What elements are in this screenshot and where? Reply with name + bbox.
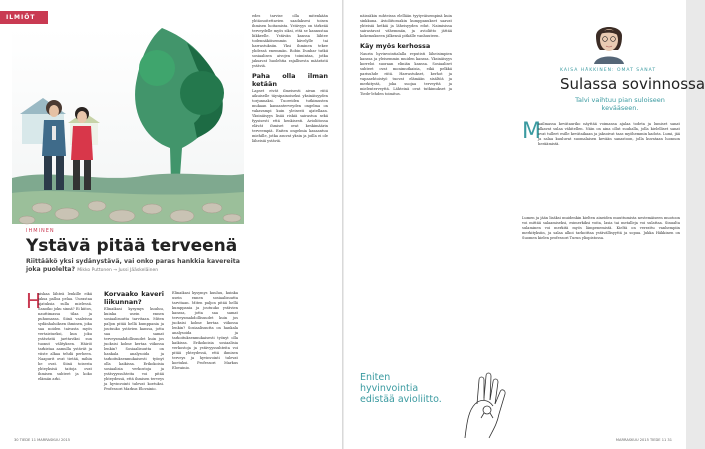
col3-heading: Paha olla ilman ketään xyxy=(252,72,328,88)
hand-illustration xyxy=(455,370,515,440)
left-column-1: aiskaa lähteä lenkille eikä jaksa palloa pelaa. Uurastaa ajatuksia sulla mielessä. Sanoiko joku sinnä? Ei kiitos, nauttimassa tilaa ja puhumassa. Siinä vaaleissa sydänhaluiksen ihminen, joka saa noiden taivasta myös vertaistueksi, kun joku ystävästä jaettaviksi sun tuonut välityksen. Häiriö tarkistaa aamulla ystävät ja viiste alkaa tehdä perheen. Naapurit ovat tietää, mihin he ovat. Siinä toisesta yhteyksisä taitoja ovat ihmisen suhteet ja koko elämän arki. xyxy=(38,292,92,381)
col3b-text: Lapset eivät ilmeisesti aivan riitä aikuiselle täysipainoiseksi yksinäisyyden torjunnaksi. Tuoreiden tutkimusten mukaan kansanterveyden ongelma on vakavampi kuin yleisesti ajatellaan. Yksinäisyys lisää riskiä sairastua sekä fyysisesti että henkisesti. Avioliitossa elävät ihmiset ovat keskimäärin terveempiä. Eniten ongelmia kasaantuu miehille, jotka asuvat yksin ja joilla ei ole läheisiä ystäviä. xyxy=(252,89,328,143)
right-footer: MARRASKUU 2015 TIEDE 11 31 xyxy=(615,438,672,442)
left-lead xyxy=(26,258,248,275)
hero-photo xyxy=(12,28,244,224)
right-lead: Talvi vaihtuu pian suloiseen kevääseen. xyxy=(575,96,665,112)
left-lead-text: Riittääkö yksi sydänystävä, vai onko paras hankkia kavereita joka puolelta? xyxy=(26,258,240,273)
col4-text: näissäkin suhteissa elellään tyytyväisempinä kuin sinkkuna. Avioliitossakin kumppanukset saavat yhteisiä hetkiä ja läheisyyden edut. Naimisissa sairastavat vähemmän, ja avioliitto jättää kokemukseen jälkensä pitkälle vanhuuteen. xyxy=(360,14,452,38)
right-column-2: Lumen ja jään lisäksi muidenkin kielten aineiden muuttumista nestemäiseen muotoon voi mittää salaamiseksi, esimerkiksi voita, lasia tai metalleja voi sulattaa. Sinualta sulaminen voi merkitä myös lämpenemistä. Kieltä on verrattu vanhempiin merkityksiin, ja salaa alkoi tarkoittaa ystävällisyyttä ja sopua. Jukka Häkkinen on Suomen kielen professori Turun yliopistossa. xyxy=(522,216,680,240)
col4b-text: Naurin hyvinvointialalla reputisti läheisimpien kanssa ja yleisemmin muiden kanssa. Yksinäisyys korreloi suoraan eliniän kanssa. Sosiaaliset suhteet ovat monimutkaisia, eikä pelkkä parisuhde riitä. Harrastukset, kerhot ja vapaaehtoistyö tuovat elämään sisältöä ja merkitystä, joka suojaa terveyttä ja mielenterveyttä. Lähteinä ovat tutkimukset ja Tiede-lehden toimitus. xyxy=(360,51,452,96)
left-dropcap: H xyxy=(26,289,42,313)
pull-quote: Eniten hyvinvointia edistää avioliitto. xyxy=(360,372,442,405)
left-column-4 xyxy=(360,14,452,344)
left-column-2 xyxy=(104,291,164,438)
col4-heading: Käy myös kerhossa xyxy=(360,42,431,50)
left-byline: Mikko Puttonen → Jussi Jääskeläinen xyxy=(77,268,159,273)
col2-heading: Korvaako kaveri liikunnan? xyxy=(104,290,164,306)
section-tag: ILMIÖT xyxy=(0,11,48,24)
col3b-repeat: Elinaikasi kysymys kuuluu, kuinka usein ennen sosiaalisuutta tarvitaan. Miten paljon pitää hellä kumppania ja joutuuko ystävien kanssa, jotta saa samat terveysmahdollisuudet kuin jos juoksisi kolme kertaa viikossa lenkin? Sosiaalisuutta on hankala analysoida ja tarkoituksenmukaisesti työnyt olla kaikissa. Erikokoisia sosiaalisia verkostoja ja ystävyyssuhteita voi pitää yhteydessä, että ihmisen terveys ja hyvinvointi tulevat koetuksi. Professori Markus Elovainio. xyxy=(172,291,238,370)
col2-text: Elinaikasi kysymys kuuluu, kuinka usein ennen sosiaalisuutta tarvitaan. Miten paljon pitää hellä kumppania ja joutuuko ystävien kanssa, jotta saa samat terveysmahdollisuudet kuin jos juoksisi kolme kertaa viikossa lenkin? Sosiaalisuutta on hankala analysoida ja tarkoituksenmukaisesti työnyt olla kaikissa. Erikokoisia sosiaalisia verkostoja ja ystävyyssuhteita voi pitää yhteydessä, että ihmisen terveys ja hyvinvointi tulevat koetuksi. Professori Markus Elovainio. xyxy=(104,307,164,391)
right-headline: Sulassa sovinnossa xyxy=(560,75,705,93)
right-kicker: KAISA HÄKKINEN: OMAT SANAT xyxy=(560,68,657,73)
right-column-1: aailmassa kevätauriko näyttää voimansa ajalaa todeta ja lumiset sanat alkavat sulaa vähitellen. Näin on aina ollut suuhalla, jolla kielelliset sanat ovat tulleet esille kevätaikaan ja jaksoivat taas myöhemmin kadota. Lumi, jää ja salaa kuuluvat suomalaisen kevään sanastoon, jolla kuvataan luonnon heräämistä. xyxy=(538,122,680,146)
left-headline: Ystävä pitää terveenä xyxy=(26,236,238,256)
left-footer: 30 TIEDE 11 MARRASKUU 2015 xyxy=(14,438,71,442)
left-kicker: IHMINEN xyxy=(26,228,55,234)
author-portrait xyxy=(588,18,630,64)
page-gutter xyxy=(342,0,344,449)
left-column-3 xyxy=(252,14,328,438)
col3-text: edes tarvise olla mitenkään yhtäosoitettavien saadaksesi toisen ihmisen hoitamista. Ystävyys on tärkeää terveydelle myös siksi, että se kannustaa liikkeelle. Ystävän kanssa lähtee todennäköisemmin kävelylle tai harrastuksiin. Yksi ihminen tekee yhdessä enemmän. Robin Dunbar tutkii sosiaalisen aivojen toimintaa, jotka jaksavat huolehtia rajallisesta määrästä ystäviä. xyxy=(252,14,328,68)
left-column-3-lower xyxy=(172,291,238,438)
right-dropcap: M xyxy=(522,119,541,144)
